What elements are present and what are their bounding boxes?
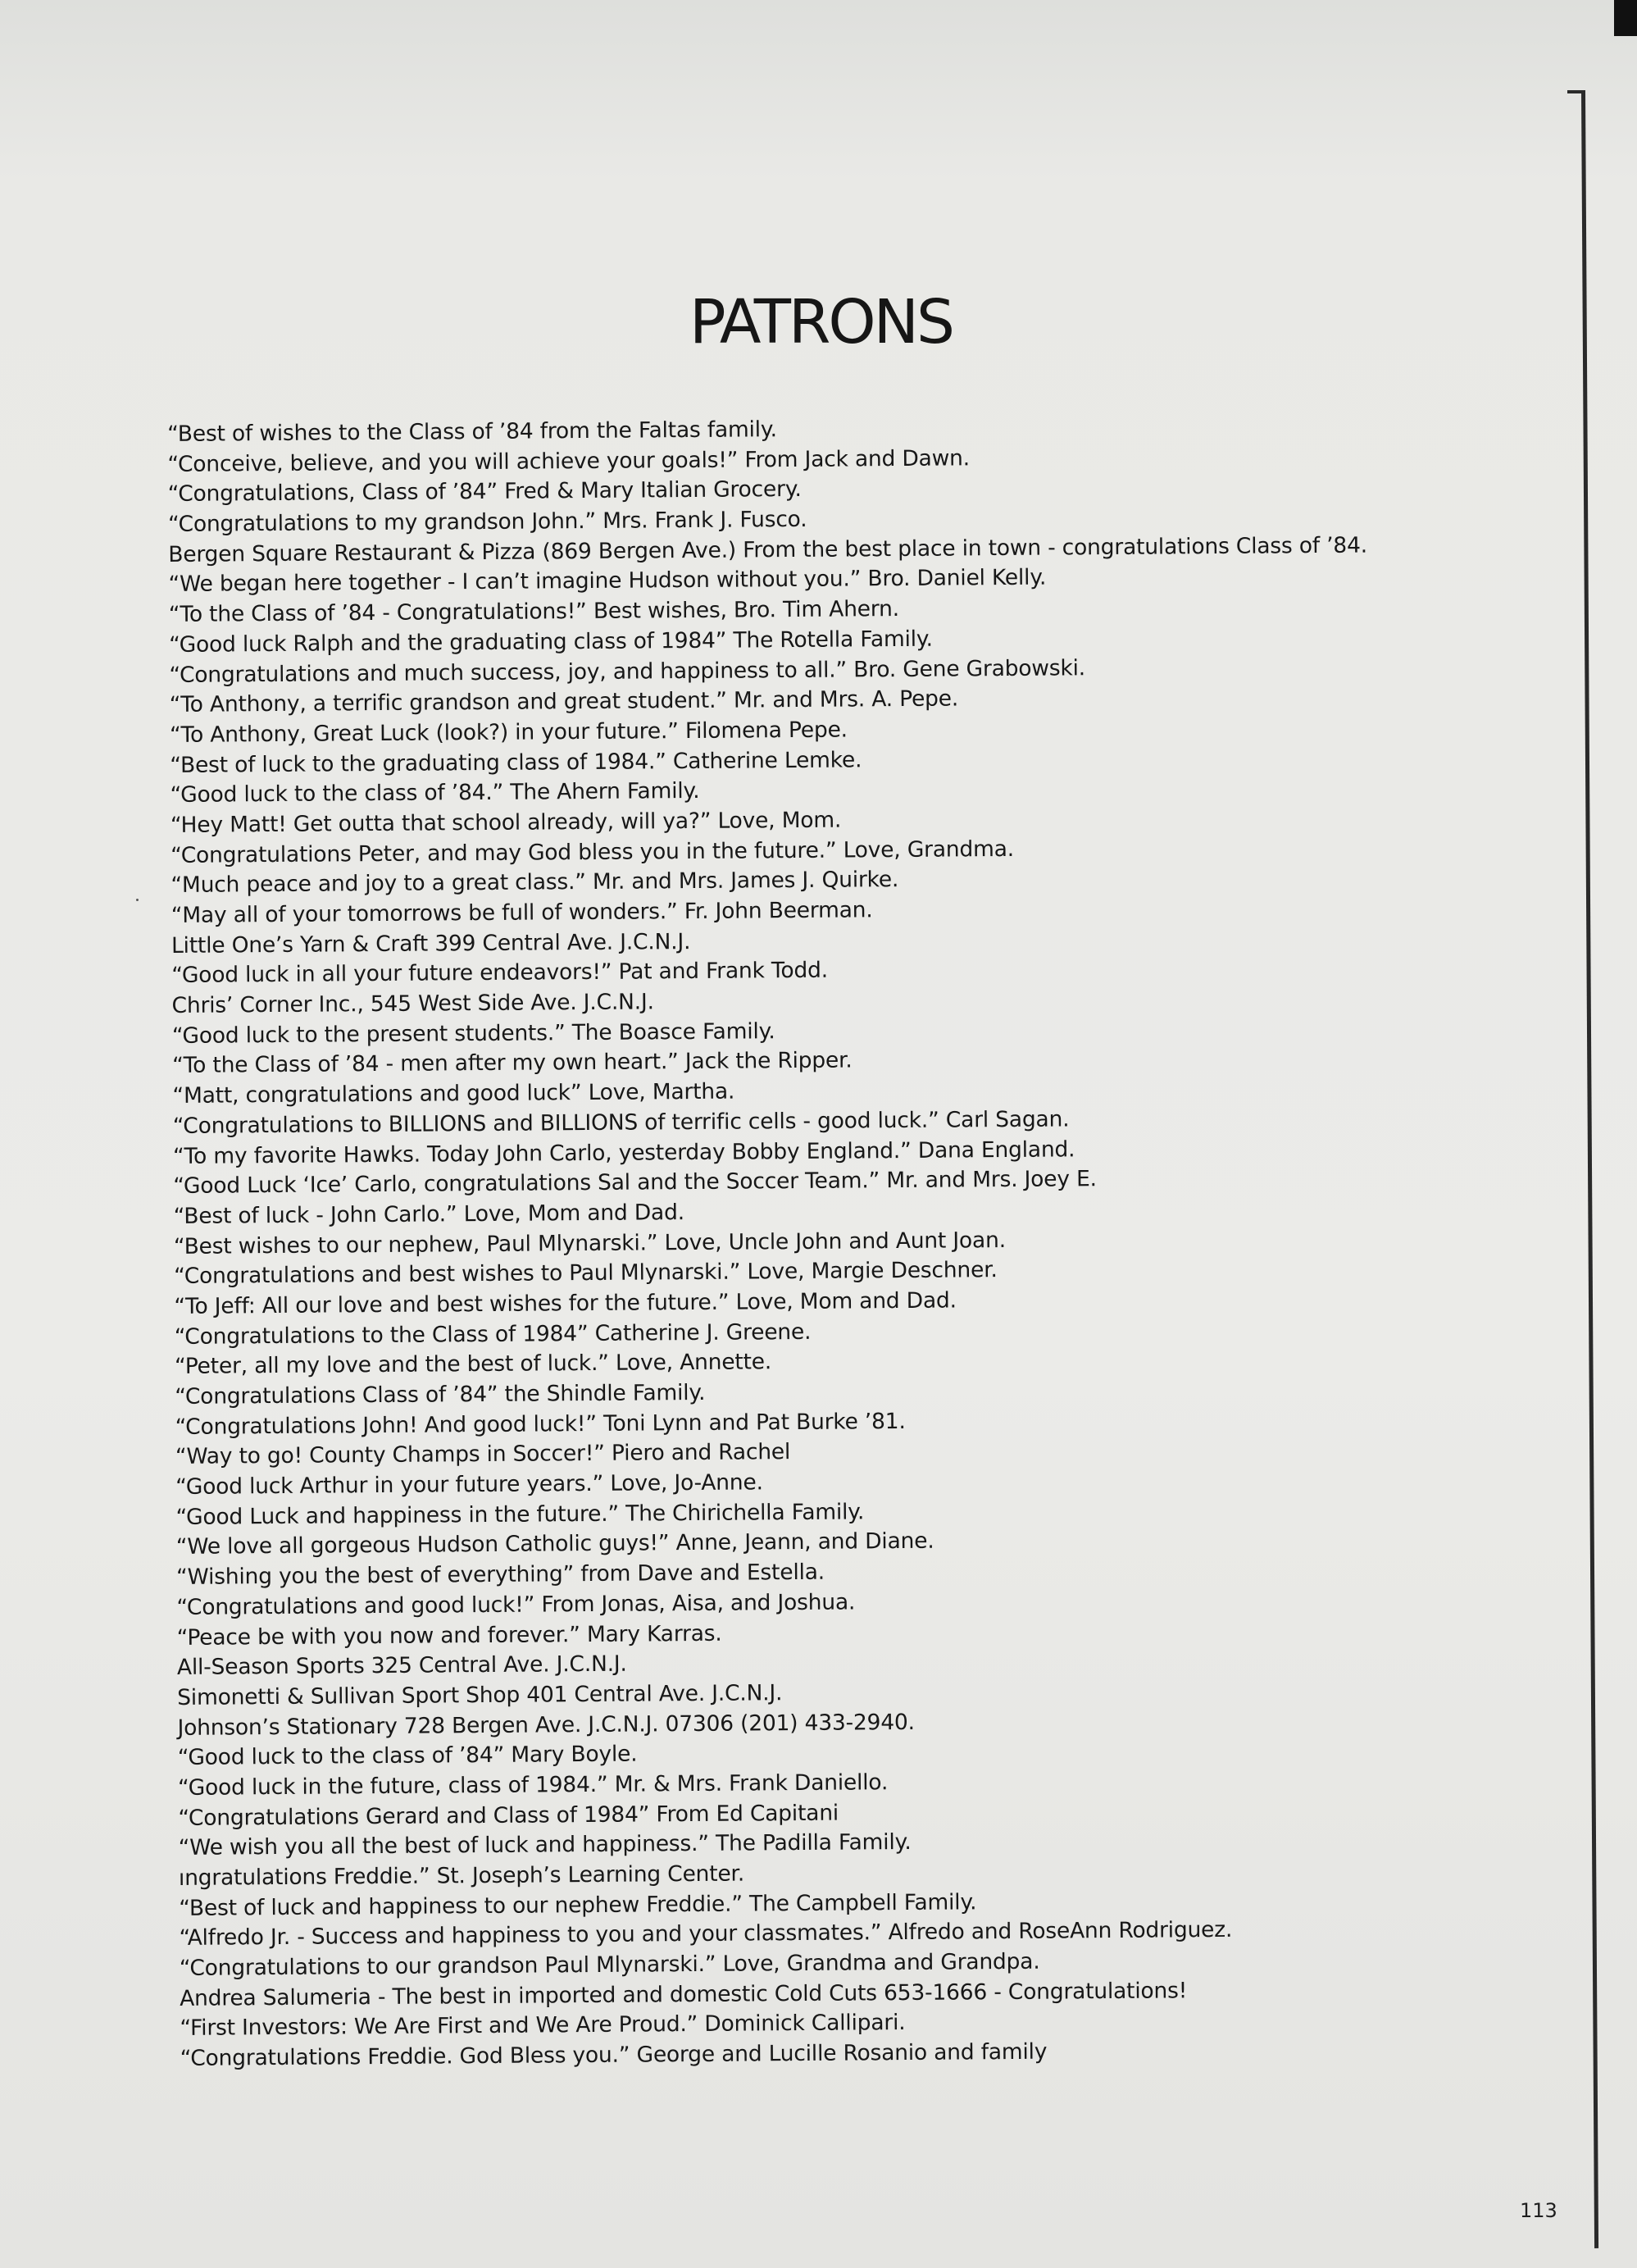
- patron-entry: “Good Luck and happiness in the future.” The Chirichella Family.: [175, 1499, 865, 1530]
- patron-entry: Little One’s Yarn & Craft 399 Central Ave. J.C.N.J.: [171, 928, 691, 959]
- patron-entry: “To Anthony, a terrific grandson and great student.” Mr. and Mrs. A. Pepe.: [169, 685, 959, 718]
- patron-entry: “Congratulations Freddie. God Bless you.” George and Lucille Rosanio and family: [180, 2038, 1048, 2072]
- patron-entry: “Congratulations to my grandson John.” Mrs. Frank J. Fusco.: [167, 506, 807, 538]
- patron-entry: “Peter, all my love and the best of luck.” Love, Annette.: [174, 1349, 772, 1380]
- patron-entry: “Congratulations and best wishes to Paul Mlynarski.” Love, Margie Deschner.: [174, 1257, 998, 1290]
- patron-entry: “Good luck in the future, class of 1984.” Mr. & Mrs. Frank Daniello.: [177, 1769, 889, 1801]
- dust-speck: [136, 899, 139, 901]
- patron-entry: “Alfredo Jr. - Success and happiness to you and your classmates.” Alfredo and RoseAnn Rodriguez.: [179, 1917, 1233, 1951]
- patron-entry: “Congratulations Peter, and may God bless you in the future.” Love, Grandma.: [171, 836, 1015, 868]
- patron-entry: All-Season Sports 325 Central Ave. J.C.N.J.: [176, 1651, 627, 1681]
- patron-entry: “We began here together - I can’t imagine Hudson without you.” Bro. Daniel Kelly.: [168, 565, 1047, 598]
- patron-entry: “Congratulations to the Class of 1984” Catherine J. Greene.: [174, 1318, 812, 1350]
- patron-entry: “Congratulations Gerard and Class of 1984” From Ed Capitani: [178, 1800, 839, 1831]
- patron-entry: “We love all gorgeous Hudson Catholic guys!” Anne, Jeann, and Diane.: [175, 1528, 934, 1560]
- patron-entry: “Good luck in all your future endeavors!” Pat and Frank Todd.: [171, 958, 828, 989]
- patron-entry: “Best of luck to the graduating class of 1984.” Catherine Lemke.: [170, 746, 862, 778]
- patron-entry: “Best of luck and happiness to our nephew Freddie.” The Campbell Family.: [179, 1888, 977, 1921]
- patron-entry: “Congratulations to BILLIONS and BILLIONS of terrific cells - good luck.” Carl Sagan.: [172, 1106, 1070, 1139]
- patron-entry: “Hey Matt! Get outta that school already, will ya?” Love, Mom.: [170, 807, 842, 838]
- patron-entry: “Congratulations, Class of ’84” Fred & Mary Italian Grocery.: [167, 476, 802, 508]
- patron-entry: “To my favorite Hawks. Today John Carlo, yesterday Bobby England.” Dana England.: [172, 1136, 1075, 1169]
- patron-entry: “To the Class of ’84 - Congratulations!” Best wishes, Bro. Tim Ahern.: [168, 596, 900, 628]
- patron-entry: “Congratulations and good luck!” From Jonas, Aisa, and Joshua.: [176, 1589, 856, 1620]
- patron-entry: “Matt, congratulations and good luck” Love, Martha.: [172, 1078, 735, 1109]
- patron-entry: “Congratulations to our grandson Paul Mlynarski.” Love, Grandma and Grandpa.: [179, 1948, 1040, 1982]
- patron-entry: “First Investors: We Are First and We Are Proud.” Dominick Callipari.: [180, 2010, 906, 2042]
- patron-entry: ıngratulations Freddie.” St. Joseph’s Learning Center.: [178, 1860, 745, 1891]
- patron-entry: “Congratulations and much success, joy, and happiness to all.” Bro. Gene Grabowski.: [169, 654, 1086, 688]
- patron-entry: “To the Class of ’84 - men after my own heart.” Jack the Ripper.: [172, 1047, 853, 1079]
- patron-entry: “Conceive, believe, and you will achieve your goals!” From Jack and Dawn.: [167, 445, 971, 477]
- patron-entry: Johnson’s Stationary 728 Bergen Ave. J.C.N.J. 07306 (201) 433-2940.: [177, 1709, 915, 1741]
- patron-entry: “Congratulations Class of ’84” the Shindle Family.: [175, 1379, 706, 1410]
- patron-entry: “Best of wishes to the Class of ’84 from the Faltas family.: [167, 417, 777, 447]
- patron-entry: “Peace be with you now and forever.” Mary Karras.: [176, 1620, 722, 1651]
- corner-mark: [1614, 0, 1637, 36]
- patron-entry: “Much peace and joy to a great class.” Mr. and Mrs. James J. Quirke.: [171, 867, 899, 899]
- patron-entry: Simonetti & Sullivan Sport Shop 401 Central Ave. J.C.N.J.: [177, 1680, 783, 1710]
- patron-list: [167, 410, 1426, 2074]
- page-title: PATRONS: [689, 287, 953, 358]
- page-edge-line: [1581, 92, 1598, 2248]
- patron-entry: “Best wishes to our nephew, Paul Mlynarski.” Love, Uncle John and Aunt Joan.: [173, 1227, 1006, 1259]
- patron-entry: “Good luck to the class of ’84” Mary Boyle.: [177, 1741, 638, 1771]
- patron-entry: Andrea Salumeria - The best in imported and domestic Cold Cuts 653-1666 - Congratulations!: [179, 1978, 1188, 2011]
- patron-entry: “Good luck to the class of ’84.” The Ahern Family.: [170, 778, 700, 808]
- patron-entry: “Way to go! County Champs in Soccer!” Piero and Rachel: [175, 1439, 791, 1470]
- patron-entry: “Good luck Ralph and the graduating class of 1984” The Rotella Family.: [169, 626, 933, 658]
- patron-entry: “May all of your tomorrows be full of wonders.” Fr. John Beerman.: [171, 897, 873, 928]
- patron-entry: “Good Luck ‘Ice’ Carlo, congratulations Sal and the Soccer Team.” Mr. and Mrs. Joey E.: [173, 1166, 1097, 1200]
- patron-entry: “To Jeff: All our love and best wishes for the future.” Love, Mom and Dad.: [174, 1287, 957, 1319]
- patron-entry: “Good luck Arthur in your future years.” Love, Jo-Anne.: [175, 1469, 763, 1501]
- patron-entry: Bergen Square Restaurant & Pizza (869 Bergen Ave.) From the best place in town - congratulations Class of ’84.: [168, 532, 1368, 567]
- patron-entry: “To Anthony, Great Luck (look?) in your future.” Filomena Pepe.: [169, 717, 848, 748]
- patron-entry: “Best of luck - John Carlo.” Love, Mom and Dad.: [173, 1199, 684, 1229]
- patron-entry: “Good luck to the present students.” The Boasce Family.: [171, 1018, 775, 1049]
- patron-entry: “Congratulations John! And good luck!” Toni Lynn and Pat Burke ’81.: [175, 1408, 906, 1440]
- patron-entry: “Wishing you the best of everything” from Dave and Estella.: [175, 1559, 825, 1591]
- patron-entry: Chris’ Corner Inc., 545 West Side Ave. J.C.N.J.: [171, 989, 654, 1019]
- patron-entry: “We wish you all the best of luck and happiness.” The Padilla Family.: [178, 1829, 912, 1861]
- page-number: 113: [1520, 2199, 1557, 2222]
